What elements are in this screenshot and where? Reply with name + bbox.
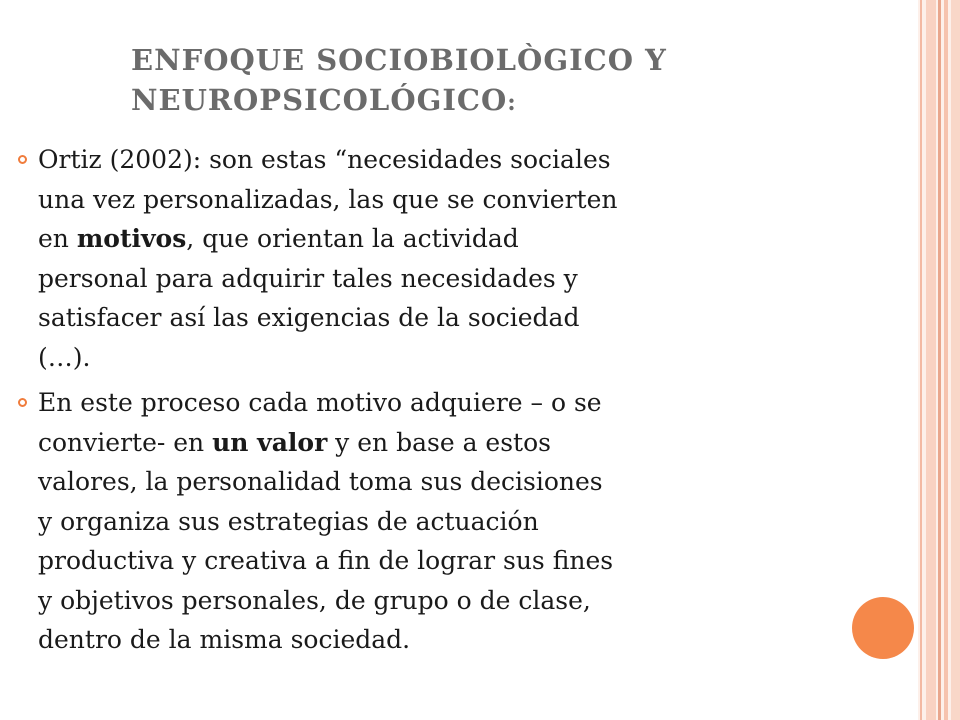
title-line-2-text: NEUROPSICOLÓGICO [131,83,508,117]
bullet-2-bold-un-valor: un valor [212,427,328,457]
bullet-1-segment-1: Ortiz (2002): son estas “necesidades sociales una vez personalizadas, las que se convierten en [38,145,618,253]
title-line-1: ENFOQUE SOCIOBIOLÒGICO Y [131,43,667,77]
bullet-1-segment-3: , que orientan la actividad personal para adquirir tales necesidades y satisfacer así las exigencias de la sociedad (…). [38,224,580,372]
bullet-text-1 [38,145,617,372]
orange-circle-decoration [852,597,914,659]
orange-ring-bullet-icon [18,155,27,164]
bullet-text-2 [38,388,613,654]
bullet-1-bold-motivos: motivos [76,224,187,253]
title-colon: : [507,89,517,116]
bullet-item-2 [38,383,838,660]
bullet-item-1 [38,140,838,377]
bullet-list [38,140,838,666]
bullet-2-segment-1: En este proceso cada motivo adquiere – o se convierte- en [38,388,602,457]
slide-title [131,40,891,123]
bullet-2-segment-3: y en base a estos valores, la personalidad toma sus decisiones y organiza sus estrategias de actuación productiva y creativa a fin de lograr sus fines y objetivos personales, de grupo o de clase, dentro de la misma sociedad. [38,427,614,654]
decorative-stripes [918,0,960,720]
title-line-2 [131,80,891,123]
orange-ring-bullet-icon [18,398,27,407]
